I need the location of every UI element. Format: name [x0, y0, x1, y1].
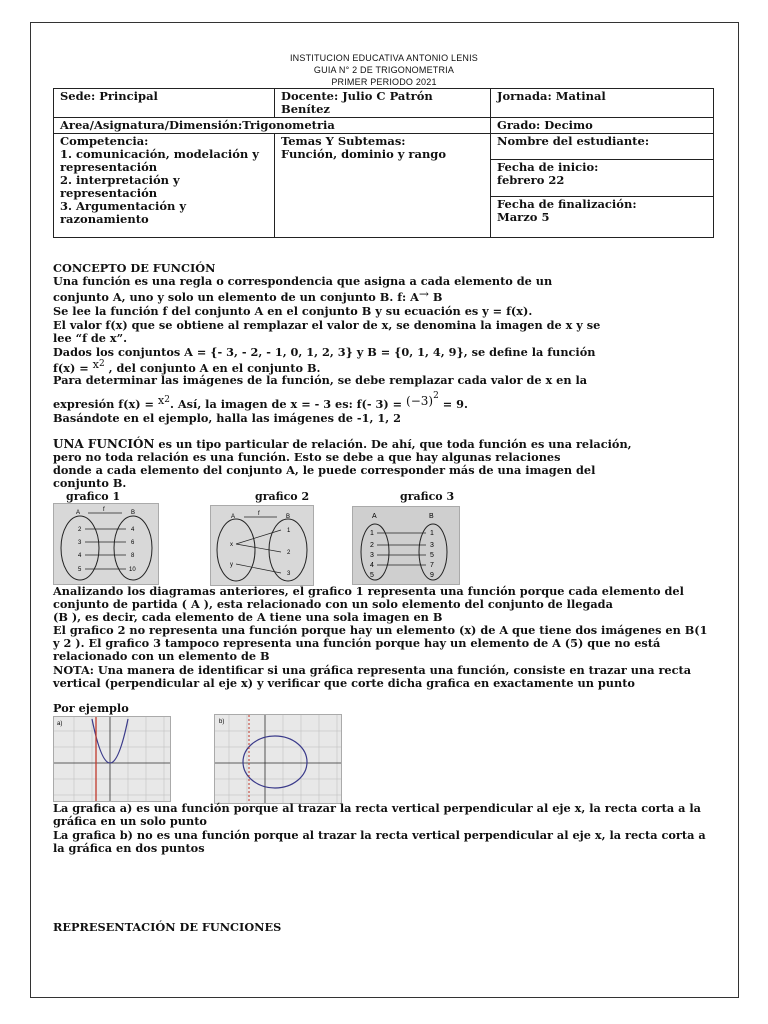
grafico-3-label: grafico 3: [400, 490, 455, 503]
svg-text:f: f: [258, 511, 260, 517]
concepto-title: CONCEPTO DE FUNCIÓN: [53, 261, 216, 275]
nombre-estudiante: Nombre del estudiante:: [497, 134, 650, 148]
grafico-2-diagram: [210, 505, 314, 586]
concepto-line-5: lee “f de x”.: [53, 331, 128, 345]
competencia-3: 3. Argumentación y razonamiento: [60, 199, 187, 226]
competencia-title: Competencia:: [60, 134, 149, 148]
svg-text:4: 4: [78, 553, 82, 559]
svg-text:3: 3: [78, 540, 82, 546]
svg-text:B: B: [286, 514, 291, 520]
relacion-line-3: donde a cada elemento del conjunto A, le puede corresponder más de una imagen del: [53, 463, 596, 477]
analisis-p3: El grafico 2 no representa una función porque hay un elemento (x) de A que tiene dos imágenes en B(1 y 2 ). El grafico 3 tampoco representa una función porque hay un elemento de A (5) que no está relacionado con un elemento de B: [53, 623, 708, 663]
concepto-line-9: expresión $f(x) = x^2$. Así, la imagen de x = - 3 es: f(- $3) = (-3)^2 = 9$.: [53, 391, 468, 411]
representacion-title: REPRESENTACIÓN DE FUNCIONES: [53, 920, 282, 934]
svg-text:f: f: [103, 507, 105, 513]
fecha-inicio-label: Fecha de inicio:: [497, 160, 599, 174]
svg-text:5: 5: [78, 567, 82, 573]
temas-value: Función, dominio y rango: [281, 147, 447, 161]
concepto-line-7: $f(x) = x^2$ , del conjunto A en el conjunto B.: [53, 358, 321, 375]
ejemplo-p2: La grafica b) no es una función porque al trazar la recta vertical perpendicular al eje x, la recta corta a la gráfica en dos puntos: [53, 828, 706, 855]
concepto-line-10: Basándote en el ejemplo, halla las imágenes de -1, 1, 2: [53, 411, 401, 425]
svg-text:A: A: [231, 514, 236, 520]
relacion-line-2: pero no toda relación es una función. Esto se debe a que hay algunas relaciones: [53, 450, 561, 464]
concepto-line-8: Para determinar las imágenes de la función, se debe remplazar cada valor de x en la: [53, 373, 588, 387]
grafico-2-label: grafico 2: [255, 490, 310, 503]
svg-text:5: 5: [430, 552, 434, 559]
svg-text:3: 3: [430, 542, 434, 549]
concepto-line-1: Una función es una regla o correspondencia que asigna a cada elemento de un: [53, 274, 553, 288]
svg-text:4: 4: [370, 562, 374, 569]
period-title: PRIMER PERIODO 2021: [331, 77, 437, 87]
grafico-1-label: grafico 1: [66, 490, 121, 503]
svg-text:6: 6: [131, 540, 135, 546]
svg-text:1: 1: [430, 530, 434, 537]
info-table: [53, 88, 714, 238]
grafico-1-diagram: [53, 503, 159, 585]
svg-text:y: y: [230, 562, 233, 568]
svg-text:4: 4: [131, 527, 135, 533]
guide-title: GUIA N° 2 DE TRIGONOMETRIA: [313, 65, 455, 75]
analisis-p4: NOTA: Una manera de identificar si una gráfica representa una función, consiste en trazar una recta vertical (perpendicular al eje x) y verificar que corte dicha grafica en exactamente un punto: [53, 663, 692, 690]
grado: Grado: Decimo: [497, 118, 593, 132]
svg-text:1: 1: [287, 528, 291, 534]
svg-text:B: B: [131, 510, 136, 516]
svg-text:A: A: [372, 513, 377, 520]
analisis-p2: (B ), es decir, cada elemento de A tiene una sola imagen en B: [53, 610, 443, 624]
svg-text:5: 5: [370, 572, 374, 579]
relacion-line-1: UNA FUNCIÓN es un tipo particular de relación. De ahí, que toda función es una relación,: [53, 437, 632, 451]
analisis-p1: Analizando los diagramas anteriores, el grafico 1 representa una función porque cada elemento del conjunto de partida ( A ), esta relacionado con un solo elemento del conjunto de llegada: [53, 584, 684, 611]
concepto-line-4: El valor f(x) que se obtiene al remplazar el valor de x, se denomina la imagen de x y se: [53, 318, 601, 332]
svg-text:2: 2: [287, 550, 291, 556]
svg-text:x: x: [230, 542, 233, 548]
svg-text:2: 2: [370, 542, 374, 549]
svg-text:b): b): [219, 719, 225, 725]
svg-text:9: 9: [430, 572, 434, 579]
fecha-fin-value: Marzo 5: [497, 210, 550, 225]
fecha-fin-label: Fecha de finalización:: [497, 197, 637, 212]
svg-text:2: 2: [78, 527, 82, 533]
competencia-1: 1. comunicación, modelación y representación: [60, 147, 259, 174]
svg-text:8: 8: [131, 553, 135, 559]
svg-text:3: 3: [370, 552, 374, 559]
grafica-b: [214, 714, 342, 804]
svg-text:7: 7: [430, 562, 434, 569]
grafico-3-diagram: [352, 506, 460, 585]
fecha-inicio-value: febrero 22: [497, 173, 565, 187]
arrow-icon: →: [418, 287, 429, 301]
svg-text:10: 10: [129, 567, 136, 573]
relacion-line-4: conjunto B.: [53, 476, 127, 490]
temas-title: Temas Y Subtemas:: [281, 134, 406, 148]
school-name: INSTITUCION EDUCATIVA ANTONIO LENIS: [289, 53, 479, 63]
svg-text:B: B: [429, 513, 434, 520]
ejemplo-p1: La grafica a) es una función porque al trazar la recta vertical perpendicular al eje x, la recta corta a la gráfica en un solo punto: [53, 801, 701, 828]
svg-text:3: 3: [287, 571, 291, 577]
competencia-2: 2. interpretación y representación: [60, 173, 180, 200]
concepto-line-3: Se lee la función f del conjunto A en el conjunto B y su ecuación es y = f(x).: [53, 304, 533, 318]
area: Area/Asignatura/Dimensión:Trigonometria: [60, 118, 335, 132]
concepto-line-6: Dados los conjuntos A = {- 3, - 2, - 1, 0, 1, 2, 3} y B = {0, 1, 4, 9}, se define la función: [53, 345, 596, 359]
ejemplo-title: Por ejemplo: [53, 701, 129, 715]
docente: Docente: Julio C Patrón Benítez: [281, 89, 433, 116]
jornada: Jornada: Matinal: [497, 89, 606, 103]
svg-text:a): a): [57, 721, 63, 727]
concepto-line-2: conjunto A, uno y solo un elemento de un conjunto B. f: A→ B: [53, 287, 443, 304]
svg-text:A: A: [76, 510, 81, 516]
svg-text:1: 1: [370, 530, 374, 537]
sede: Sede: Principal: [60, 89, 158, 103]
grafica-a: [53, 716, 171, 802]
